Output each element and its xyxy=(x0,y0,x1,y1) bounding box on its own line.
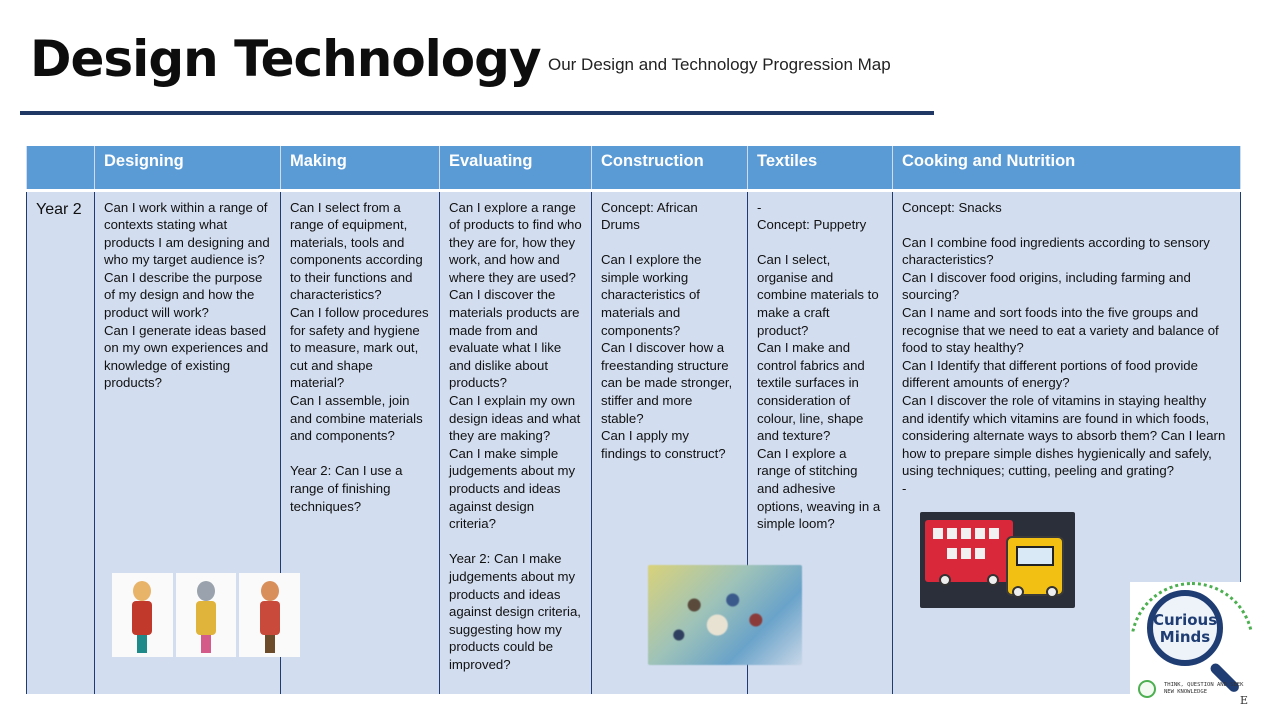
cell-blank-line xyxy=(449,533,582,551)
logo-text: Curious Minds xyxy=(1153,611,1218,646)
cell-blank-line xyxy=(290,445,430,463)
column-header-construction: Construction xyxy=(592,146,748,190)
cell-text: Can I discover food origins, including farming and sourcing? xyxy=(902,269,1191,303)
cell-text: Year 2: Can I use a range of finishing techniques? xyxy=(290,463,403,514)
column-header-evaluating: Evaluating xyxy=(440,146,592,190)
cell-text: Can I make and control fabrics and textile surfaces in consideration of colour, line, shape and texture? xyxy=(757,340,865,444)
column-header-designing: Designing xyxy=(95,146,281,190)
cell-text: Can I assemble, join and combine materials and components? xyxy=(290,393,423,444)
cell-text: Can I work within a range of contexts stating what products I am designing and who my target audience is? xyxy=(104,199,270,268)
cell-text: Can I generate ideas based on my own experiences and knowledge of existing products? xyxy=(104,322,269,391)
cell-text: - xyxy=(902,481,907,496)
cell-text: Concept: African Drums xyxy=(601,199,698,233)
cell-text: Can I explore a range of products to find who they are for, how they work, and how and where they are used? xyxy=(449,199,582,285)
cell-text: Can I make simple judgements about my products and ideas against design criteria? xyxy=(449,445,576,532)
cell-text: Can I name and sort foods into the five groups and recognise that we need to eat a variety and balance of food to stay healthy? xyxy=(902,305,1219,356)
yellow-bus-model xyxy=(1006,536,1064,596)
curious-minds-logo xyxy=(1130,582,1254,706)
title-divider xyxy=(20,111,934,115)
corner-mark: E xyxy=(1240,694,1249,707)
cell-text: Can I explain my own design ideas and what they are making? xyxy=(449,393,581,444)
table-header-row xyxy=(27,146,1241,190)
cell-text: Can I discover the materials products are made from and evaluate what I like and dislike about products? xyxy=(449,287,580,391)
cell-text: Concept: Snacks xyxy=(902,199,1002,215)
cell-text: Can I follow procedures for safety and hygiene to measure, mark out, cut and shape material? xyxy=(290,305,429,391)
puppet-photo-3 xyxy=(239,573,300,657)
cell-text: Can I discover the role of vitamins in staying healthy and identify which vitamins are found in which foods, considering alternate ways to absorb them? Can I learn how to prepare simple dishes hygienically and safely, using techniques; cutting, peeling and grating? xyxy=(902,393,1226,479)
cell-blank-line xyxy=(601,234,738,252)
cell-blank-line xyxy=(902,216,1231,234)
column-header-cooking: Cooking and Nutrition xyxy=(893,146,1241,190)
cell-text: Can I explore the simple working characteristics of materials and components? xyxy=(601,252,702,338)
cell-blank-line xyxy=(757,234,883,252)
cell-text: Can I explore a range of stitching and adhesive options, weaving in a simple loom? xyxy=(757,445,881,532)
cell-text: Year 2: Can I make judgements about my products and ideas against design criteria, suggesting how my products could be improved? xyxy=(449,551,581,672)
column-header-making: Making xyxy=(281,146,440,190)
cell-text: Can I discover how a freestanding structure can be made stronger, stiffer and more stable? xyxy=(601,340,733,426)
cell-text: Can I Identify that different portions of food provide different amounts of energy? xyxy=(902,357,1198,391)
red-bus-model xyxy=(925,520,1013,582)
cell-text: Can I select, organise and combine materials to make a craft product? xyxy=(757,252,879,338)
magnifying-glass-icon xyxy=(1147,590,1223,666)
cell-text: Can I select from a range of equipment, materials, tools and components according to their functions and characteristics? xyxy=(290,199,423,303)
african-drums-photo xyxy=(648,565,802,665)
page-subtitle: Our Design and Technology Progression Map xyxy=(548,55,891,74)
bus-models-photo xyxy=(920,512,1075,608)
cell-text: Can I describe the purpose of my design and how the product will work? xyxy=(104,269,263,321)
column-header-textiles: Textiles xyxy=(748,146,893,190)
puppet-photo-2 xyxy=(176,573,237,657)
cell-making xyxy=(281,190,440,694)
puppet-photos xyxy=(112,573,300,657)
column-header-blank xyxy=(27,146,95,190)
cell-text: Can I combine food ingredients according to sensory characteristics? xyxy=(902,234,1210,268)
cell-evaluating xyxy=(440,190,592,694)
cell-text: - xyxy=(757,199,762,215)
puppet-photo-1 xyxy=(112,573,173,657)
logo-tagline: THINK, QUESTION AND SEEK NEW KNOWLEDGE xyxy=(1164,682,1244,695)
cell-text: Concept: Puppetry xyxy=(757,217,867,233)
cell-text: Can I apply my findings to construct? xyxy=(601,428,726,461)
page-title: Design Technology xyxy=(30,30,541,88)
row-label-year-2: Year 2 xyxy=(27,190,95,694)
tree-seal-icon xyxy=(1138,680,1156,698)
